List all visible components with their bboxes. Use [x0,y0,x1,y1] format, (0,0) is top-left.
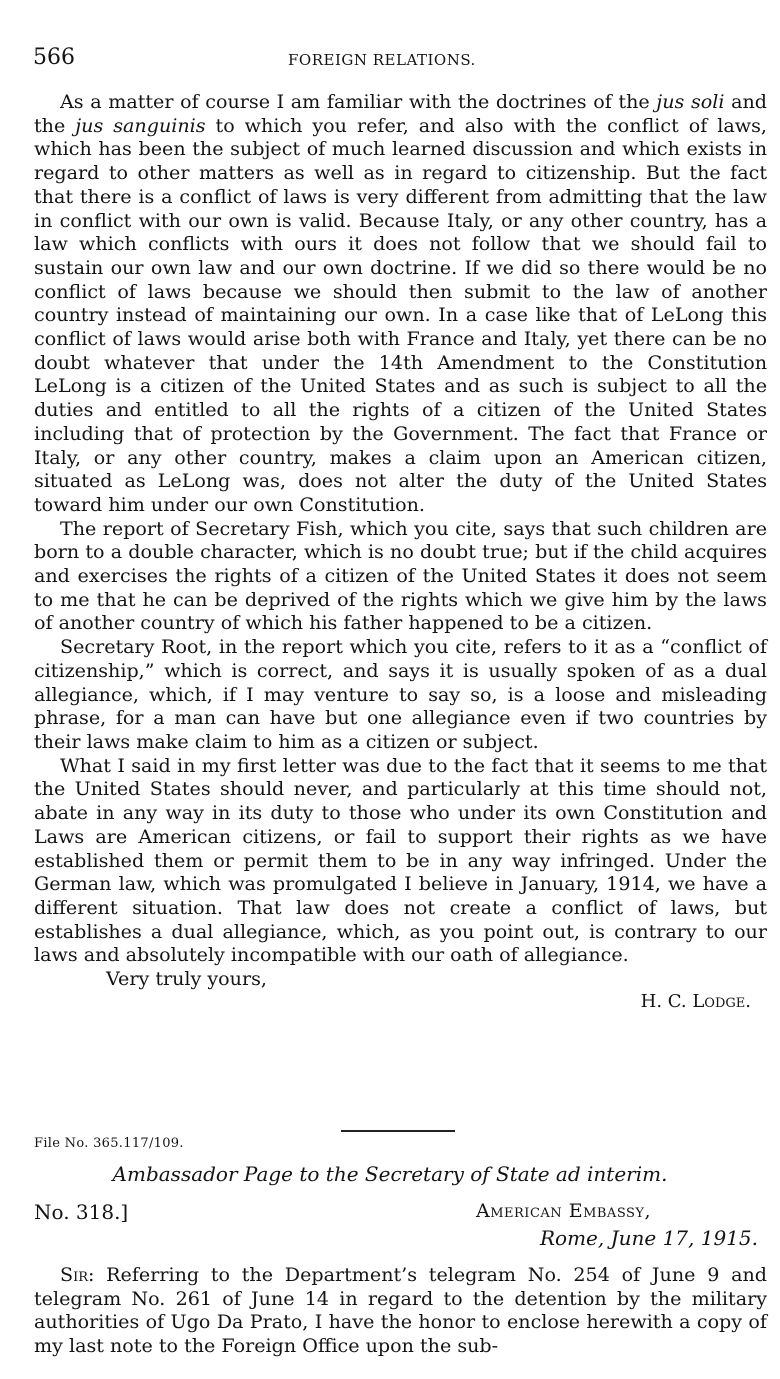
paragraph: The report of Secretary Fish, which you cite, says that such children are born to a double character, which is no doubt true; but if the child acquires and exercises the rights of a citizen of the United States it does not seem to me that he can be deprived of the rights which we give him by the laws of another country of which his father happened to be a citizen. [34,516,767,635]
salutation: Sir: [60,1263,95,1286]
running-head: FOREIGN RELATIONS. [288,51,476,69]
italic-term: jus soli [656,90,725,113]
signature: H. C. Lodge. [640,991,751,1013]
text-segment: As a matter of course I am familiar with the doctrines of the [60,90,657,113]
document-number: No. 318.] [34,1200,129,1224]
document-title: Ambassador Page to the Secretary of State ad interim. [112,1162,668,1186]
italic-term: jus sanguinis [75,113,206,137]
text-segment: and the [34,90,767,137]
paragraph [34,1263,767,1358]
paragraph [34,90,767,517]
embassy-heading: American Embassy, [476,1200,652,1222]
closing: Very truly yours, [106,967,267,991]
paragraph: Secretary Root, in the report which you cite, refers to it as a “conflict of citizenship,” which is correct, and says it is usually spoken of as a dual allegiance, which, if I may venture to say so, is a loose and misleading phrase, for a man can have but one allegiance even if two countries by their laws make claim to him as a citizen or subject. [34,635,767,753]
letter-opening [34,1263,767,1358]
section-divider [341,1130,455,1132]
text-segment: Referring to the Department’s telegram No. 254 of June 9 and telegram No. 261 of June 14 in regard to the detention by the military authorities of Ugo Da Prato, I have the honor to enclose herewith a copy of my last note to the Foreign Office upon the sub- [34,1263,767,1358]
text-segment: to which you refer, and also with the conflict of laws, which has been the subject of much learned discussion and which exists in regard to other matters as well as in regard to citizenship. But the fact that there is a conflict of laws is very different from admitting that the law in conflict with our own is valid. Because Italy, or any other country, has a law which conflicts with ours it does not follow that we should fail to sustain our own law and our own doctrine. If we did so there would be no conflict of laws because we should then submit to the law of another country instead of maintaining our own. In a case like that of LeLong this conflict of laws would arise both with France and Italy, yet there can be no doubt whatever that under the 14th Amendment to the Constitution LeLong is a citizen of the United States and as such is subject to all the duties and entitled to all the rights of a citizen of the United States including that of protection by the Government. The fact that France or Italy, or any other country, makes a claim upon an American citizen, situated as LeLong was, does not alter the duty of the United States toward him under our own Constitution. [34,113,767,516]
paragraph: What I said in my first letter was due to the fact that it seems to me that the United States should never, and particularly at this time should not, abate in any way in its duty to those who under its own Constitution and Laws are American citizens, or fail to support their rights as we have established them or permit them to be in any way infringed. Under the German law, which was promulgated I believe in January, 1914, we have a different situation. That law does not create a conflict of laws, but establishes a dual allegiance, which, as you point out, is contrary to our laws and absolutely incompatible with our oath of allegiance. [34,753,767,967]
page-header [33,45,767,75]
file-number: File No. 365.117/109. [34,1136,184,1151]
dateline: Rome, June 17, 1915. [539,1226,758,1250]
page-number: 566 [33,45,75,70]
letter-body [34,90,767,1031]
